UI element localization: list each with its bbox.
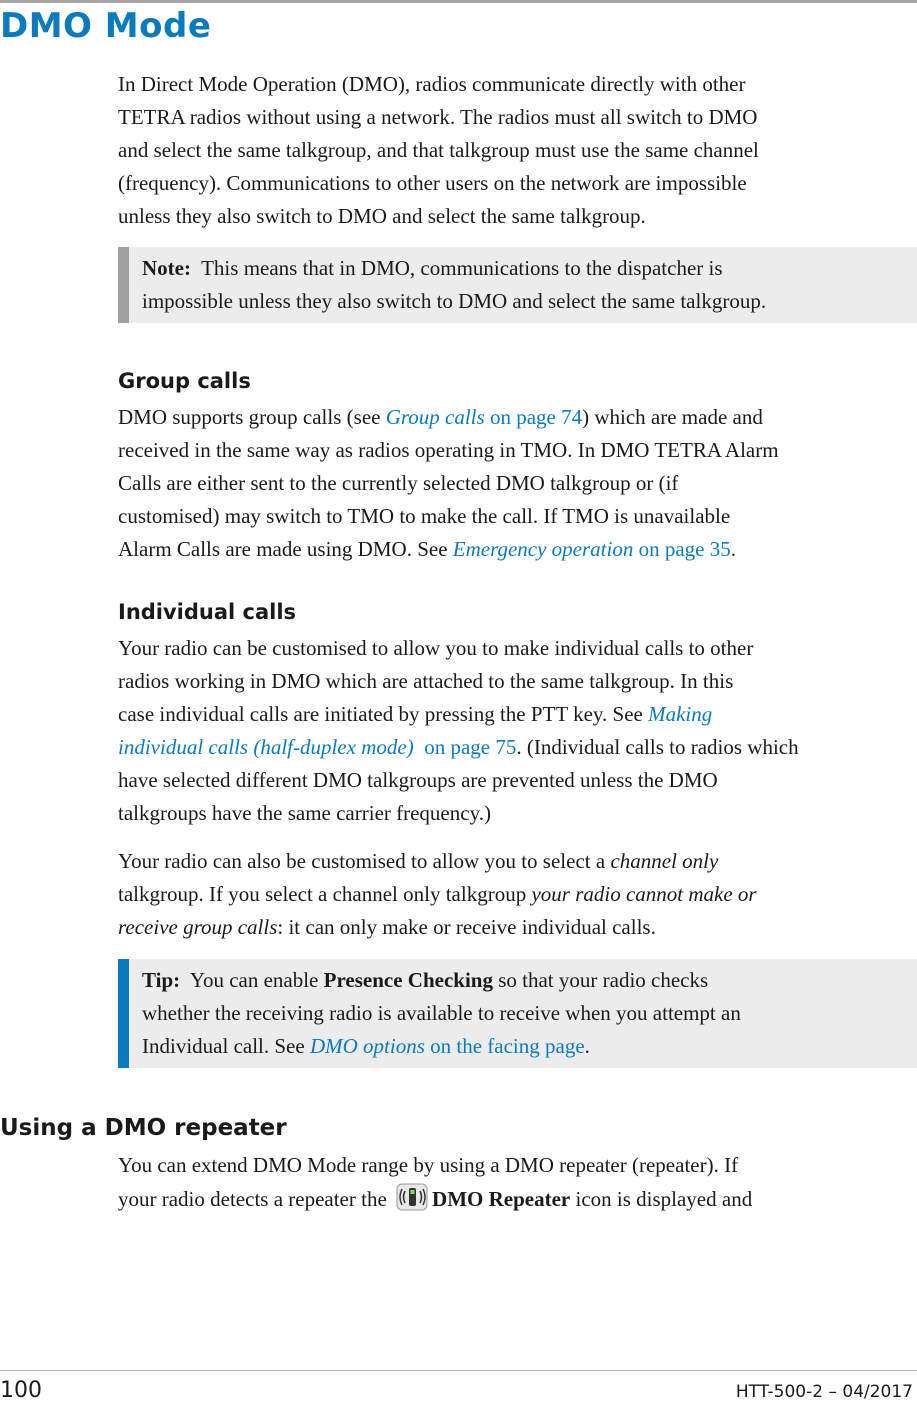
text: talkgroup. If you select a channel only talkgroup <box>118 882 532 906</box>
link-page: on the facing page <box>424 1034 585 1058</box>
text: Individual call. See <box>142 1034 310 1058</box>
text-italic: your radio cannot make or <box>531 882 757 906</box>
text-italic: channel only <box>610 849 719 873</box>
text: . (Individual calls to radios which <box>516 735 799 759</box>
dmo-repeater-icon <box>394 1182 430 1212</box>
text: . <box>584 1034 590 1058</box>
text: customised) may switch to TMO to make the call. If TMO is unavailable <box>118 504 731 528</box>
text: so that your radio checks <box>492 968 709 992</box>
text: Your radio can be customised to allow you to make individual calls to other <box>118 636 754 660</box>
document-id: HTT-500-2 – 04/2017 <box>735 1382 913 1402</box>
text: Your radio can also be customised to allow you to select a <box>118 849 611 873</box>
text: case individual calls are initiated by pressing the PTT key. See <box>118 702 649 726</box>
text: You can extend DMO Mode range by using a DMO repeater (repeater). If <box>118 1153 739 1177</box>
text: You can enable <box>189 968 324 992</box>
group-calls-paragraph <box>118 401 913 566</box>
text: Alarm Calls are made using DMO. See <box>118 537 453 561</box>
note-text: impossible unless they also switch to DMO and select the same talkgroup. <box>142 289 767 313</box>
tip-label: Tip: <box>142 968 181 992</box>
link-page: on page 75 <box>413 735 517 759</box>
text: talkgroups have the same carrier frequency.) <box>118 801 491 825</box>
intro-line: (frequency). Communications to other users on the network are impossible <box>118 171 747 195</box>
page-title: DMO Mode <box>0 6 212 46</box>
link-page: on page 35 <box>633 537 731 561</box>
repeater-paragraph <box>118 1149 913 1216</box>
link-making-individual-calls[interactable] <box>118 735 516 759</box>
top-rule <box>0 0 917 3</box>
note-callout <box>118 247 917 323</box>
text: received in the same way as radios operating in TMO. In DMO TETRA Alarm <box>118 438 779 462</box>
note-text: This means that in DMO, communications to the dispatcher is <box>201 256 723 280</box>
text: your radio detects a repeater the <box>118 1187 393 1211</box>
link-making-individual-calls[interactable]: Making <box>648 702 713 726</box>
intro-paragraph <box>118 68 913 233</box>
text: . <box>730 537 737 561</box>
text-bold: DMO Repeater <box>432 1187 571 1211</box>
individual-calls-heading: Individual calls <box>118 600 297 624</box>
channel-only-paragraph <box>118 845 913 944</box>
intro-line: In Direct Mode Operation (DMO), radios communicate directly with other <box>118 72 746 96</box>
link-group-calls[interactable] <box>386 405 582 429</box>
tip-bar <box>118 959 129 1068</box>
link-text: Group calls <box>385 405 485 429</box>
page-number: 100 <box>0 1378 42 1403</box>
link-page: on page 74 <box>484 405 583 429</box>
intro-line: and select the same talkgroup, and that talkgroup must use the same channel <box>118 138 759 162</box>
footer-rule <box>0 1370 917 1371</box>
tip-callout <box>118 959 917 1068</box>
text: ) which are made and <box>582 405 763 429</box>
text: radios working in DMO which are attached to the same talkgroup. In this <box>118 669 734 693</box>
text-italic: receive group calls <box>118 915 278 939</box>
text: have selected different DMO talkgroups are prevented unless the DMO <box>118 768 718 792</box>
link-text: Emergency operation <box>452 537 634 561</box>
text: whether the receiving radio is available to receive when you attempt an <box>142 1001 741 1025</box>
note-bar <box>118 247 129 323</box>
text: DMO supports group calls (see <box>118 405 386 429</box>
group-calls-heading: Group calls <box>118 369 251 393</box>
link-dmo-options[interactable] <box>310 1034 585 1058</box>
individual-calls-paragraph <box>118 632 913 830</box>
link-text: DMO options <box>309 1034 425 1058</box>
intro-line: unless they also switch to DMO and select the same talkgroup. <box>118 204 646 228</box>
text: Calls are either sent to the currently selected DMO talkgroup or (if <box>118 471 679 495</box>
intro-line: TETRA radios without using a network. The radios must all switch to DMO <box>118 105 758 129</box>
text: icon is displayed and <box>570 1187 753 1211</box>
link-text: individual calls (half-duplex mode) <box>118 735 414 759</box>
link-emergency-operation[interactable] <box>453 537 731 561</box>
repeater-heading: Using a DMO repeater <box>0 1115 287 1141</box>
text: : it can only make or receive individual calls. <box>277 915 656 939</box>
text-bold: Presence Checking <box>323 968 493 992</box>
note-label: Note: <box>142 256 191 280</box>
